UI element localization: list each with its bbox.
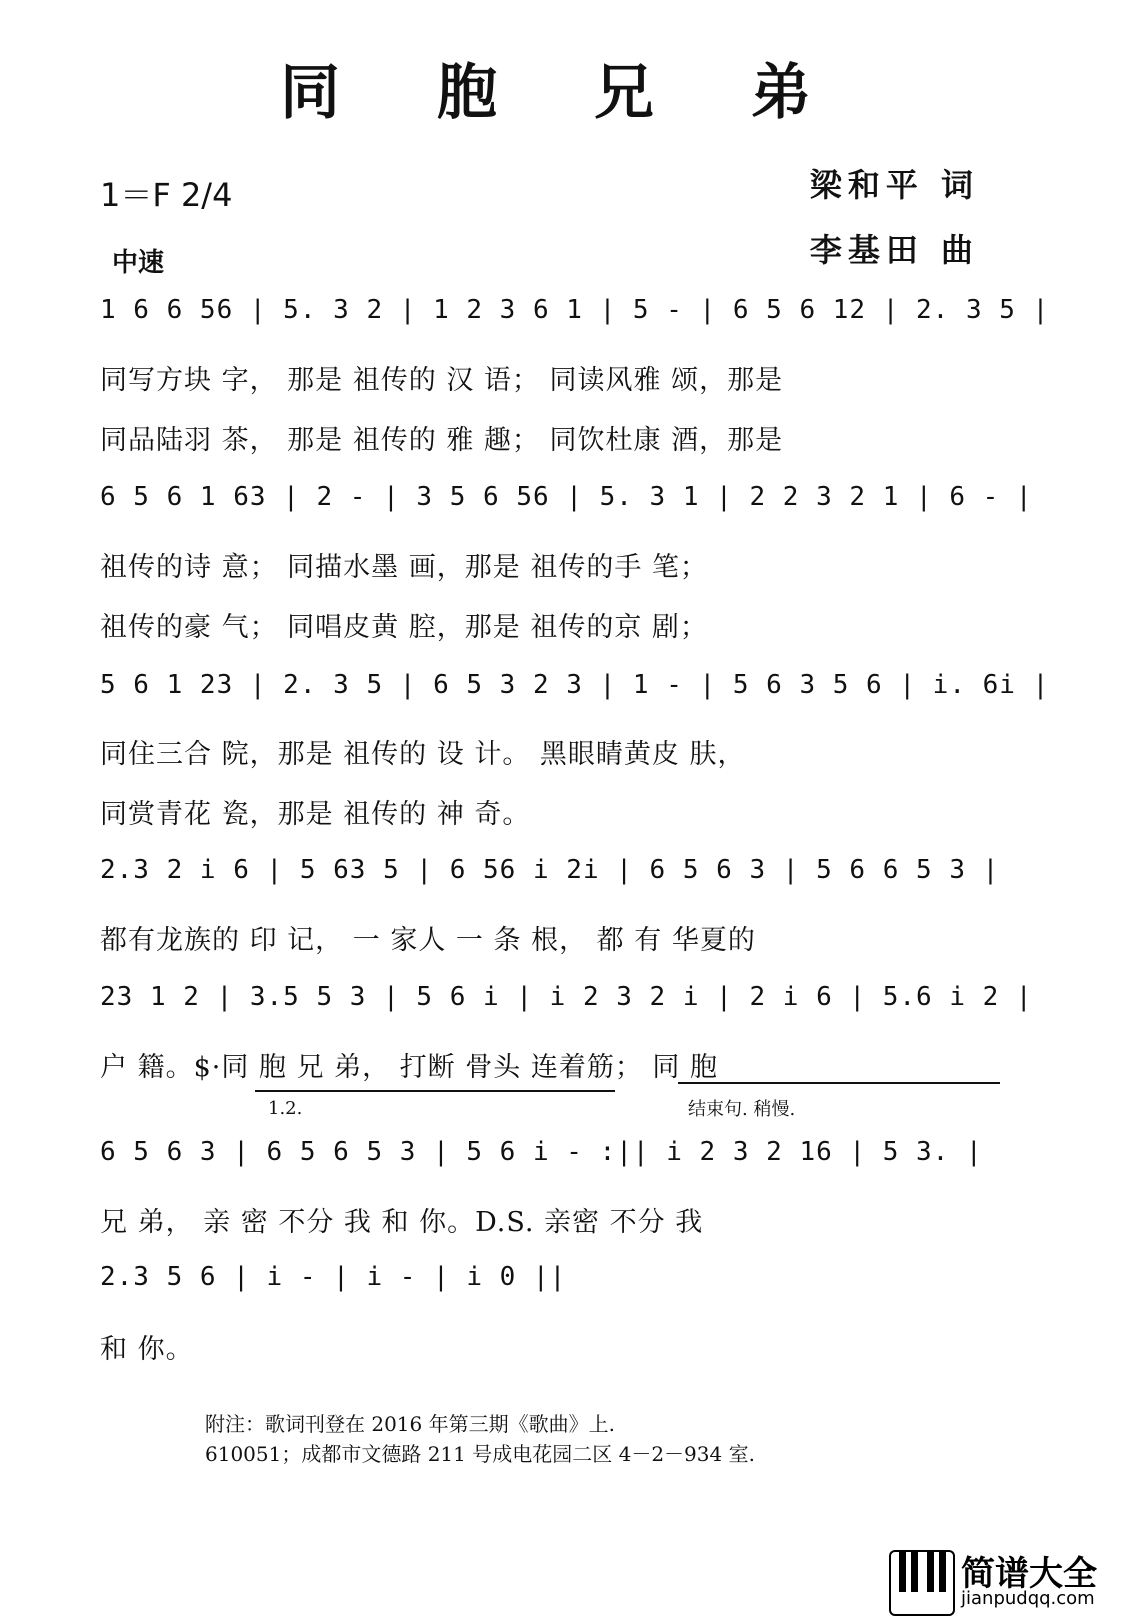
notation-row-1: 1 6 6 56 | 5. 3 2 | 1 2 3 6 1 | 5 - | 6 5 6 12 | 2. 3 5 | — [100, 295, 1050, 325]
notation-row-5: 23 1 2 | 3.5 5 3 | 5 6 i | i 2 3 2 i | 2 i 6 | 5.6 i 2 | — [100, 982, 1033, 1012]
lyricist-credit: 梁和平 词 — [809, 166, 979, 204]
notation-row-3: 5 6 1 23 | 2. 3 5 | 6 5 3 2 3 | 1 - | 5 6 3 5 6 | i. 6i | — [100, 670, 1050, 700]
lyric-row-4: 都有龙族的 印 记， 一 家人 一 条 根， 都 有 华夏的 — [100, 925, 756, 956]
watermark-brand: 简谱大全 — [961, 1554, 1097, 1594]
piano-keys-icon — [889, 1550, 955, 1616]
notation-row-7: 2.3 5 6 | i - | i - | i 0 || — [100, 1262, 567, 1292]
lyric-row-6: 兄 弟， 亲 密 不分 我 和 你。D.S. 亲密 不分 我 — [100, 1207, 704, 1238]
volta-bracket — [255, 1090, 615, 1102]
footnote-line-2: 610051；成都市文德路 211 号成电花园二区 4－2－934 室. — [205, 1442, 755, 1466]
lyric-row-1-verse-1: 同写方块 字， 那是 祖传的 汉 语； 同读风雅 颂，那是 — [100, 365, 784, 396]
key-signature: 1＝F 2/4 — [100, 176, 233, 214]
page-title: 同 胞 兄 弟 — [280, 58, 849, 128]
lyric-row-2-verse-1: 祖传的诗 意； 同描水墨 画，那是 祖传的手 笔； — [100, 552, 708, 583]
lyric-row-3-verse-1: 同住三合 院，那是 祖传的 设 计。 黑眼睛黄皮 肤， — [100, 739, 746, 770]
ending-bracket — [678, 1082, 1000, 1094]
watermark-logo — [889, 1546, 1119, 1616]
lyric-row-5: 户 籍。$·同 胞 兄 弟， 打断 骨头 连着筋； 同 胞 — [100, 1052, 719, 1083]
lyric-row-7: 和 你。 — [100, 1334, 194, 1365]
composer-credit: 李基田 曲 — [809, 231, 979, 269]
footnote-line-1: 附注：歌词刊登在 2016 年第三期《歌曲》上. — [205, 1412, 615, 1436]
watermark-url: jianpudqq.com — [961, 1588, 1095, 1609]
notation-row-2: 6 5 6 1 63 | 2 - | 3 5 6 56 | 5. 3 1 | 2 2 3 2 1 | 6 - | — [100, 482, 1033, 512]
lyric-row-2-verse-2: 祖传的豪 气； 同唱皮黄 腔，那是 祖传的京 剧； — [100, 612, 708, 643]
volta-label: 1.2. — [268, 1098, 303, 1119]
notation-row-4: 2.3 2 i 6 | 5 63 5 | 6 56 i 2i | 6 5 6 3 | 5 6 6 5 3 | — [100, 855, 1000, 885]
lyric-row-1-verse-2: 同品陆羽 茶， 那是 祖传的 雅 趣； 同饮杜康 酒，那是 — [100, 425, 784, 456]
tempo-marking: 中速 — [112, 248, 165, 278]
lyric-row-3-verse-2: 同赏青花 瓷，那是 祖传的 神 奇。 — [100, 799, 531, 830]
notation-row-6: 6 5 6 3 | 6 5 6 5 3 | 5 6 i - :|| i 2 3 2 16 | 5 3. | — [100, 1137, 983, 1167]
ending-label: 结束句. 稍慢. — [688, 1099, 796, 1120]
